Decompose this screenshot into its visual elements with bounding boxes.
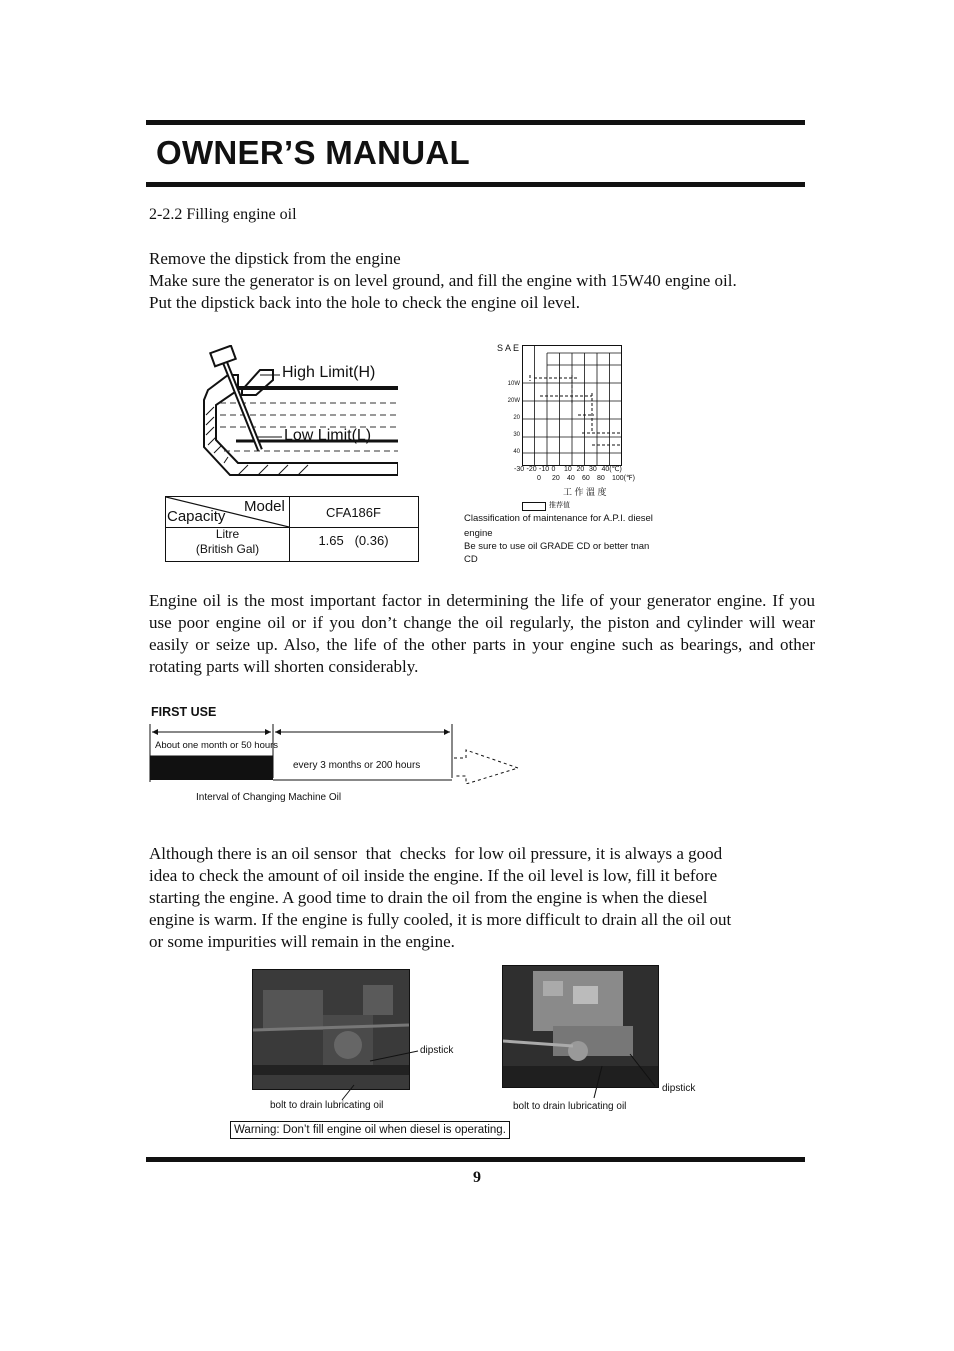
celsius-tick: -30 xyxy=(514,466,525,473)
warning-box: Warning: Don’t fill engine oil when diesel is operating. xyxy=(230,1121,510,1139)
intro-text xyxy=(149,248,815,314)
interval-repeat-label: every 3 months or 200 hours xyxy=(293,760,421,771)
section-heading: 2-2.2 Filling engine oil xyxy=(149,206,297,223)
paragraph-oil-sensor xyxy=(149,843,829,953)
sae-note-line: Be sure to use oil GRADE CD or better tnan xyxy=(464,541,650,552)
photo-right-bolt-label: bolt to drain lubricating oil xyxy=(513,1101,627,1112)
table-capacity-label: Capacity xyxy=(167,508,226,525)
fahrenheit-tick: 40 xyxy=(567,475,575,482)
sae-fahrenheit-ticks xyxy=(537,474,635,482)
sae-celsius-ticks xyxy=(514,465,622,473)
sae-grade: 30 xyxy=(513,432,520,438)
paragraph-line: engine is warm. If the engine is fully cooled, it is more difficult to drain all the oil out xyxy=(149,910,732,929)
interval-arrows xyxy=(148,722,520,784)
interval-first-use: FIRST USE xyxy=(151,705,217,719)
sae-grade-labels xyxy=(502,380,520,465)
intro-line: Remove the dipstick from the engine xyxy=(149,249,401,268)
page-number: 9 xyxy=(473,1169,481,1186)
sae-grade: 20W xyxy=(507,398,520,404)
footer-rule xyxy=(146,1157,805,1162)
page-title: OWNER’S MANUAL xyxy=(156,134,471,171)
celsius-tick: 20 xyxy=(576,466,585,473)
celsius-tick: 10 xyxy=(564,466,572,473)
celsius-tick: 40(℃) xyxy=(601,466,622,473)
sae-legend-swatch xyxy=(522,502,546,511)
fahrenheit-tick: 80 xyxy=(597,475,605,482)
celsius-tick: 30 xyxy=(589,466,597,473)
sae-note-1 xyxy=(464,511,653,541)
header-rule-top xyxy=(146,120,805,125)
sae-chart-grid xyxy=(522,345,626,467)
table-unit-line1: Litre xyxy=(215,527,240,541)
low-limit-label: Low Limit(L) xyxy=(284,427,372,444)
paragraph-line: starting the engine. A good time to drain the oil from the engine is when the diesel xyxy=(149,888,708,907)
capacity-table xyxy=(165,496,419,562)
fahrenheit-tick: 20 xyxy=(552,475,560,482)
table-unit-line2: (British Gal) xyxy=(195,542,260,556)
photo-left-pointers xyxy=(340,1045,420,1105)
sae-legend-label: 推荐值 xyxy=(549,502,570,509)
sae-note-line: CD xyxy=(464,554,478,565)
celsius-tick: 0 xyxy=(551,466,556,473)
interval-caption: Interval of Changing Machine Oil xyxy=(196,792,342,803)
intro-line: Make sure the generator is on level ground, and fill the engine with 15W40 engine oil. xyxy=(149,271,737,290)
sae-grade: 40 xyxy=(513,449,520,455)
paragraph-line: Although there is an oil sensor that checks for low oil pressure, it is always a good xyxy=(149,844,723,863)
fahrenheit-tick: 0 xyxy=(537,475,541,482)
paragraph-line: idea to check the amount of oil inside the engine. If the oil level is low, fill it before xyxy=(149,866,718,885)
photo-right-pointers xyxy=(590,1050,660,1100)
table-capacity-value: 1.65 (0.36) xyxy=(318,533,389,548)
table-model-label: Model xyxy=(244,498,285,515)
sae-grade: 20 xyxy=(513,415,520,421)
table-model-value: CFA186F xyxy=(326,505,381,520)
interval-first-label: About one month or 50 hours xyxy=(155,740,279,751)
fahrenheit-tick: 100(℉) xyxy=(612,475,636,482)
intro-line: Put the dipstick back into the hole to check the engine oil level. xyxy=(149,293,581,312)
celsius-tick: -10 xyxy=(539,466,550,473)
sae-temp-caption: 工 作 溫 度 xyxy=(563,487,607,497)
photo-left-bolt-label: bolt to drain lubricating oil xyxy=(270,1100,384,1111)
sae-note-line: Classification of maintenance for A.P.I. diesel xyxy=(464,513,653,524)
high-limit-label: High Limit(H) xyxy=(282,364,376,381)
celsius-tick: -20 xyxy=(526,466,537,473)
sae-grade: 10W xyxy=(507,381,520,387)
photo-left-dipstick-label: dipstick xyxy=(420,1045,454,1056)
sae-note-2 xyxy=(464,540,649,566)
photo-right-dipstick-label: dipstick xyxy=(662,1083,696,1094)
header-rule-bottom xyxy=(146,182,805,187)
fahrenheit-tick: 60 xyxy=(582,475,590,482)
sae-axis-label: SAE xyxy=(497,343,522,353)
paragraph-engine-oil: Engine oil is the most important factor in determining the life of your generator engine. If you use poor engine oil or if you don’t change the oil regularly, the piston and cylinder will wear easily or seize up. Also, the life of the other parts in your engine such as bearings, and other rotating parts will shorten considerably. xyxy=(149,591,815,676)
paragraph-line: or some impurities will remain in the engine. xyxy=(149,932,455,951)
sae-note-line: engine xyxy=(464,528,493,539)
